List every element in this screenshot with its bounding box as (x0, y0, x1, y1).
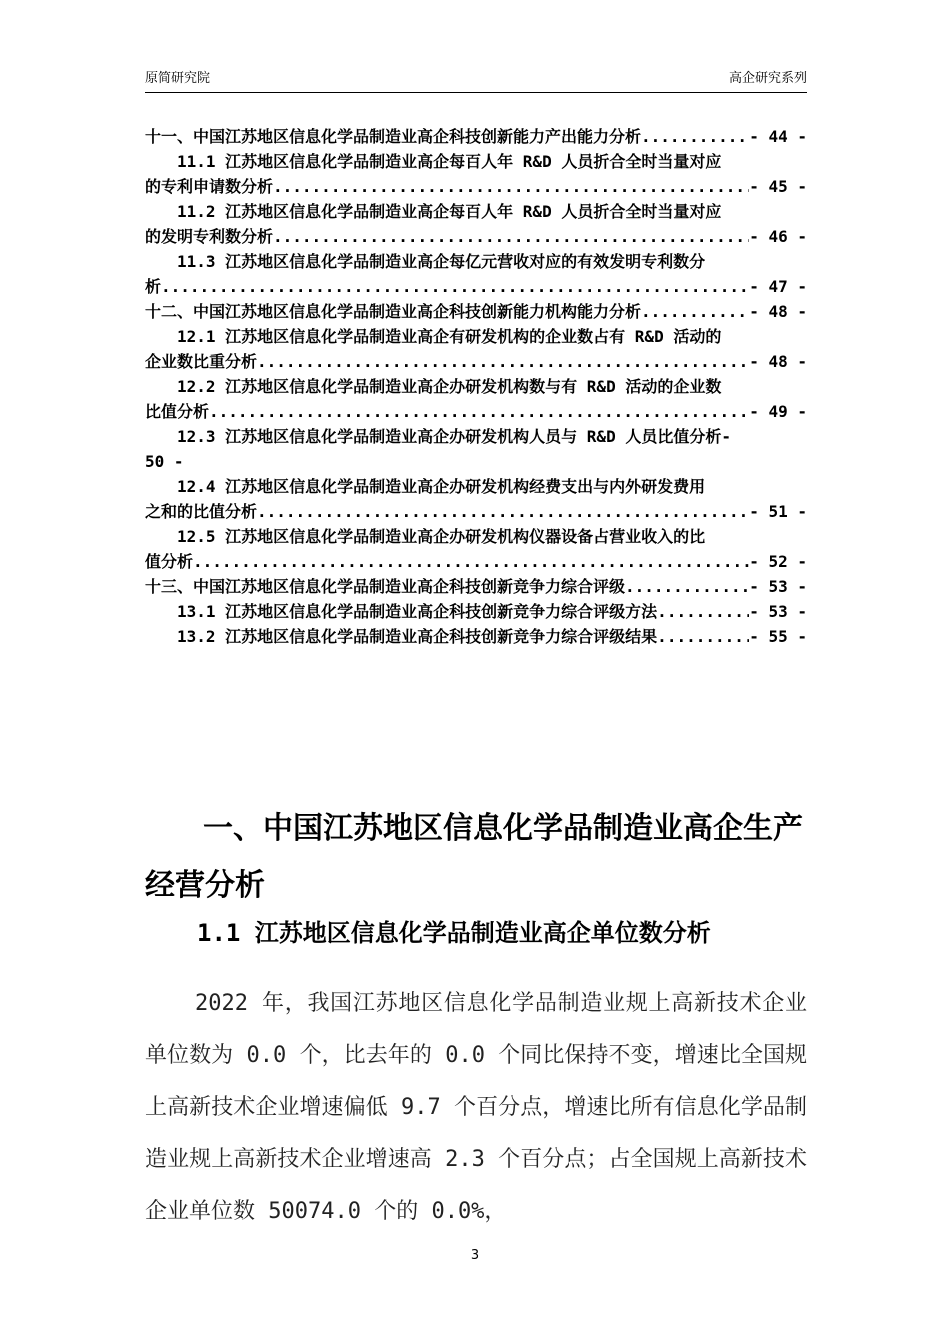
toc-leader-dots (651, 124, 750, 149)
toc-entry-title: 11.2 江苏地区信息化学品制造业高企每百人年 R&D 人员折合全时当量对应 (177, 202, 722, 221)
toc-leader-dots (667, 624, 749, 649)
toc-entry[interactable] (145, 574, 807, 599)
toc-entry-title: 之和的比值分析 (145, 502, 258, 521)
toc-entry-title: 12.2 江苏地区信息化学品制造业高企办研发机构数与有 R&D 活动的企业数 (177, 377, 722, 396)
toc-leader-dots (257, 349, 749, 374)
toc-leader-dots (651, 299, 750, 324)
toc-page-number: - 53 - (749, 602, 807, 621)
header-publisher: 原简研究院 (145, 71, 211, 86)
toc-entry-title: 十二、中国江苏地区信息化学品制造业高企科技创新能力机构能力分析. (145, 302, 651, 321)
toc-page-number: - 48 - (749, 302, 807, 321)
page-header (145, 66, 807, 93)
toc-entry-title: 13.2 江苏地区信息化学品制造业高企科技创新竞争力综合评级结果. (177, 627, 667, 646)
toc-entry[interactable] (145, 524, 807, 574)
toc-page-number: - 46 - (749, 227, 807, 246)
toc-entry[interactable] (145, 249, 807, 299)
toc-entry-title: 12.5 江苏地区信息化学品制造业高企办研发机构仪器设备占营业收入的比 (177, 527, 706, 546)
toc-page-number: - 48 - (749, 352, 807, 371)
toc-page-number: - 55 - (749, 627, 807, 646)
toc-entry-title: 企业数比重分析 (145, 352, 258, 371)
toc-leader-dots (209, 399, 749, 424)
toc-entry-title: 50 - (145, 452, 184, 471)
toc-entry-title: 十三、中国江苏地区信息化学品制造业高企科技创新竞争力综合评级 (145, 577, 626, 596)
toc-entry[interactable] (145, 199, 807, 249)
toc-page-number: - 53 - (749, 577, 807, 596)
toc-entry-title: 比值分析 (145, 402, 210, 421)
toc-entry-title: 11.3 江苏地区信息化学品制造业高企每亿元营收对应的有效发明专利数分 (177, 252, 706, 271)
toc-entry[interactable] (145, 424, 807, 474)
header-series: 高企研究系列 (728, 71, 807, 86)
toc-entry-title: 12.4 江苏地区信息化学品制造业高企办研发机构经费支出与内外研发费用 (177, 477, 706, 496)
toc-entry[interactable] (145, 324, 807, 374)
toc-entry-title: 的专利申请数分析 (145, 177, 274, 196)
toc-entry-title: 12.1 江苏地区信息化学品制造业高企有研发机构的企业数占有 R&D 活动的 (177, 327, 722, 346)
toc-entry[interactable] (145, 124, 807, 149)
toc-entry-title: 的发明专利数分析 (145, 227, 274, 246)
toc-entry-title: 11.1 江苏地区信息化学品制造业高企每百人年 R&D 人员折合全时当量对应 (177, 152, 722, 171)
toc-leader-dots (257, 499, 749, 524)
toc-entry-title: 13.1 江苏地区信息化学品制造业高企科技创新竞争力综合评级方法. (177, 602, 667, 621)
toc-page-number: - 45 - (749, 177, 807, 196)
toc-entry[interactable] (145, 474, 807, 524)
toc-entry-title: 析 (145, 277, 162, 296)
toc-page-number: - 49 - (749, 402, 807, 421)
toc-leader-dots (161, 274, 749, 299)
subsection-heading: 1.1 江苏地区信息化学品制造业高企单位数分析 (197, 919, 711, 947)
toc-leader-dots (273, 174, 749, 199)
toc-entry[interactable] (145, 624, 807, 649)
toc-leader-dots (667, 599, 749, 624)
toc-leader-dots (273, 224, 749, 249)
section-heading: 一、中国江苏地区信息化学品制造业高企生产经营分析 (145, 811, 803, 903)
toc-leader-dots (193, 549, 749, 574)
toc-page-number: - 44 - (749, 127, 807, 146)
toc-page-number: - 51 - (749, 502, 807, 521)
toc-entry-title: 12.3 江苏地区信息化学品制造业高企办研发机构人员与 R&D 人员比值分析- (177, 427, 731, 446)
table-of-contents (145, 124, 807, 649)
toc-entry[interactable] (145, 599, 807, 624)
toc-leader-dots (625, 574, 749, 599)
toc-page-number: - 52 - (749, 552, 807, 571)
toc-page-number: - 47 - (749, 277, 807, 296)
toc-entry[interactable] (145, 374, 807, 424)
body-paragraph: 2022 年，我国江苏地区信息化学品制造业规上高新技术企业单位数为 0.0 个，比去年的 0.0 个同比保持不变，增速比全国规上高新技术企业增速偏低 9.7 个百分点，增速比所有信息化学品制造业规上高新技术企业增速高 2.3 个百分点；占全国规上高新技术企业单位数 50074.0 个的 0.0%， (145, 991, 807, 1224)
toc-entry-title: 十一、中国江苏地区信息化学品制造业高企科技创新能力产出能力分析. (145, 127, 651, 146)
toc-entry-title: 值分析 (145, 552, 194, 571)
toc-entry[interactable] (145, 299, 807, 324)
page-number: 3 (470, 1248, 480, 1263)
toc-entry[interactable] (145, 149, 807, 199)
